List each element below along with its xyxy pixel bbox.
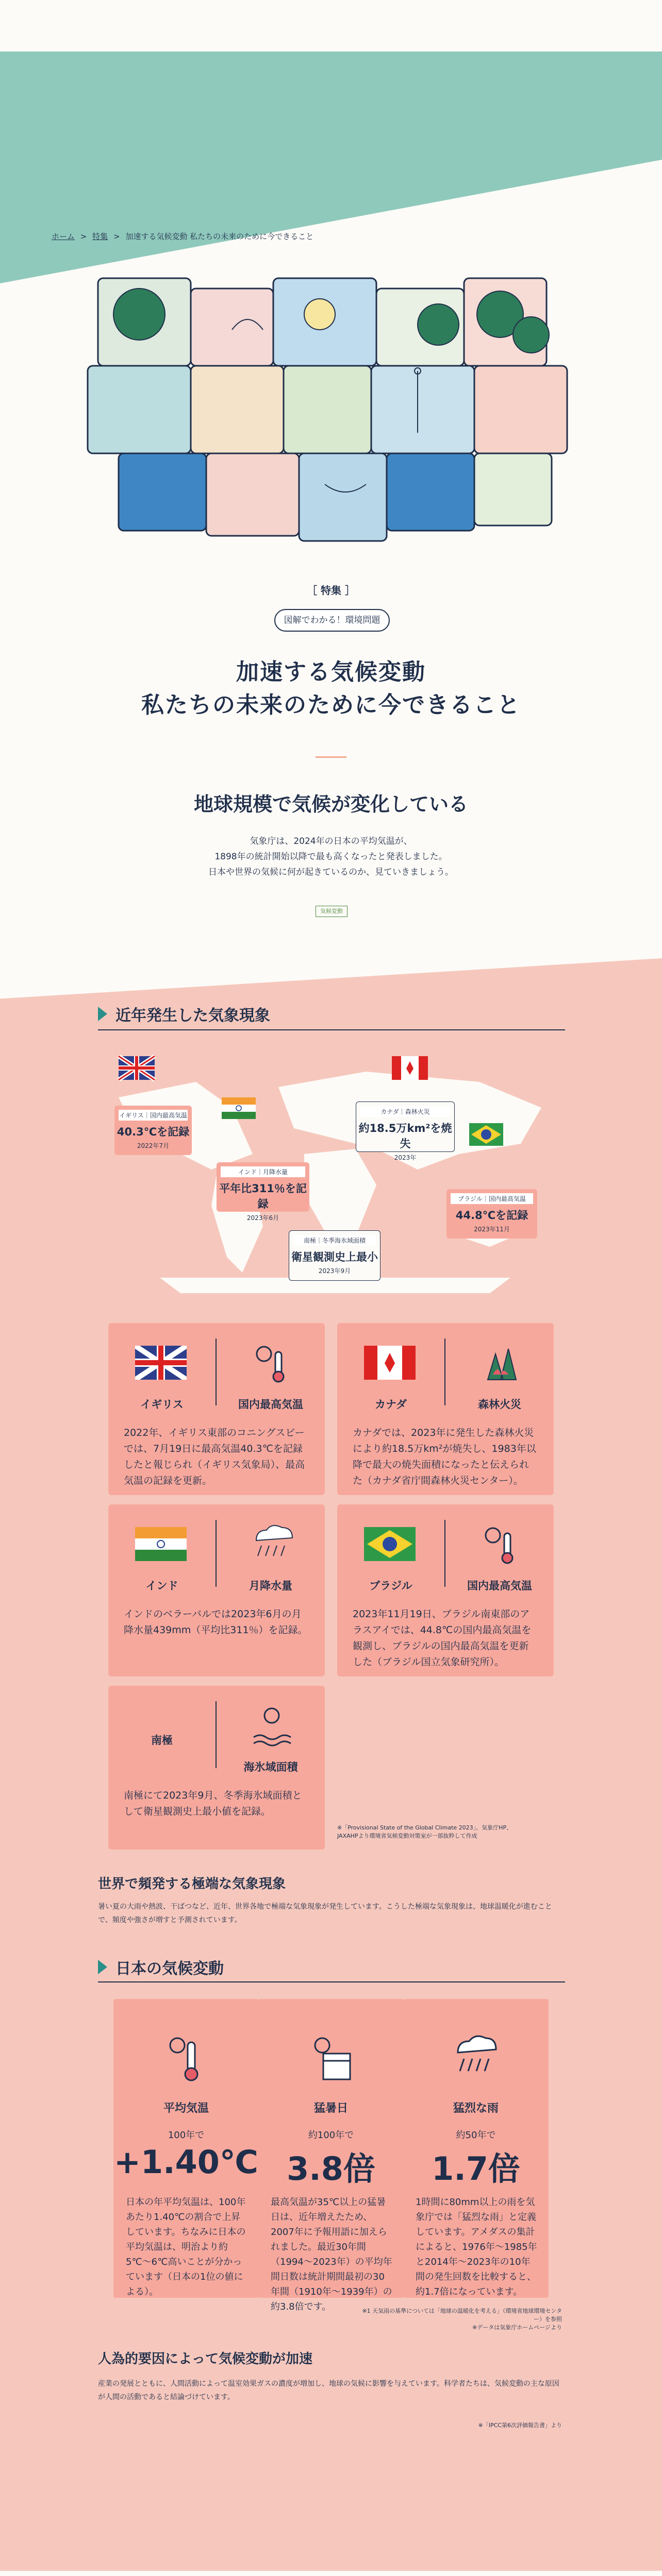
triangle-marker-icon — [98, 1007, 107, 1021]
card-text: 2022年、イギリス東部のコニングスビーでは、7月19日に最高気温40.3℃を記録したと報じられ（イギリス気象局）、最高気温の記録を更新。 — [124, 1427, 305, 1486]
intro-lead-2: 1898年の統計開始以降で最も高くなったと発表しました。 — [214, 852, 448, 862]
recent-heading-text: 近年発生した気象現象 — [115, 1007, 270, 1025]
card-country: イギリス — [140, 1398, 184, 1411]
map-label-india — [217, 1162, 309, 1222]
map-label-region: イギリス｜国内最高気温 — [119, 1110, 188, 1121]
breadcrumb — [52, 231, 317, 242]
breadcrumb-special[interactable]: 特集 — [92, 232, 108, 241]
page-title-line1: 加速する気候変動 — [236, 659, 426, 685]
stat-description: 日本の年平均気温は、100年あたり1.40℃の割合で上昇しています。ちなみに日本の平均気温は、明治より約5℃〜6℃高いことが分かっています（日本の1位の値による）。 — [126, 2197, 246, 2297]
stat-value: 1.7倍 — [432, 2150, 520, 2188]
map-label-region: カナダ｜森林火災 — [360, 1106, 450, 1117]
stat-period: 約100年で — [308, 2130, 354, 2141]
stat-value: +1.40℃ — [114, 2143, 258, 2181]
map-label-value: 平年比311％を記録 — [219, 1182, 307, 1210]
map-label-region: ブラジル｜国内最高気温 — [451, 1193, 533, 1204]
triangle-marker-icon — [98, 1960, 107, 1974]
card-country: カナダ — [375, 1398, 407, 1411]
thermometer-icon — [163, 2030, 209, 2087]
card-text: カナダでは、2023年に発生した森林火災により約18.5万km²が焼失し、1983年以降で最大の焼失面積になったと伝えられた（カナダ省庁間森林火災センター）。 — [353, 1427, 536, 1486]
category-pill: 図解でわかる！環境問題 — [274, 609, 390, 632]
event-card-brazil — [337, 1504, 554, 1676]
india-flag-icon — [222, 1097, 256, 1119]
card-text: インドのベラーバルでは2023年6月の月降水量439mm（平均比311％）を記録。 — [124, 1608, 308, 1636]
source-line: ※データは気象庁ホームページより — [472, 2324, 562, 2331]
breadcrumb-separator: > — [80, 232, 87, 241]
uk-flag-icon — [119, 1056, 155, 1080]
map-label-date: 2022年7月 — [137, 1142, 170, 1149]
divider — [444, 1520, 445, 1587]
divider — [216, 1338, 217, 1405]
heading-underline — [98, 1029, 565, 1030]
page-title-line2: 私たちの未来のために今できること — [141, 692, 521, 718]
stat-period: 100年で — [168, 2130, 205, 2141]
climate-tag-link[interactable]: 気候変動 — [316, 906, 347, 917]
stat-description: 1時間に80mm以上の雨を気象庁では「猛烈な雨」と定義しています。アメダスの集計によると、1976年〜1985年と2014年〜2023年の10年間の発生回数を比較すると、約1.7倍になっています。 — [416, 2197, 537, 2297]
divider-dash — [316, 756, 346, 758]
breadcrumb-separator: > — [113, 232, 120, 241]
canada-flag-icon — [392, 1056, 428, 1080]
map-label-value: 衛星観測史上最小 — [291, 1251, 378, 1263]
calendar-sun-icon — [308, 2030, 354, 2087]
human-text: 産業の発展とともに、人間活動によって温室効果ガスの濃度が増加し、地球の気候に影響を与えています。科学者たちは、気候変動の主な原因が人間の活動であると結論づけています。 — [98, 2380, 559, 2401]
intro-lead-3: 日本や世界の気候に何が起きているのか、見ていきましょう。 — [208, 867, 454, 877]
map-label-value: 40.3℃を記録 — [117, 1126, 190, 1138]
stat-label: 猛暑日 — [313, 2102, 348, 2115]
card-event: 森林火災 — [478, 1398, 521, 1411]
event-card-india — [108, 1504, 325, 1676]
map-label-region: 南極｜冬季海氷域面積 — [293, 1235, 376, 1246]
stat-label: 平均気温 — [163, 2102, 209, 2115]
intro-lead-1: 気象庁は、2024年の日本の平均気温が、 — [250, 836, 412, 846]
map-label-date: 2023年 — [394, 1154, 417, 1161]
puzzle-illustration — [77, 268, 583, 556]
map-label-brazil — [446, 1189, 537, 1239]
extreme-heading: 世界で頻発する極端な気象現象 — [98, 1876, 286, 1892]
japan-heading-text: 日本の気候変動 — [115, 1960, 224, 1978]
recent-heading — [98, 1003, 270, 1025]
source-line: ※1 天気雨の基準については「地球の温暖化を考える」（環境省地球環境センター）を参照 — [362, 2308, 562, 2323]
sea-ice-icon — [249, 1701, 295, 1748]
card-text: 2023年11月19日、ブラジル南東部のアラスアイでは、44.8℃の国内最高気温を観測し、ブラジルの国内最高気温を更新した（ブラジル国立気象研究所）。 — [353, 1608, 532, 1668]
event-card-canada — [337, 1323, 554, 1495]
divider — [216, 1701, 217, 1768]
brazil-flag-icon — [364, 1527, 416, 1561]
feature-tag: ［ 特集 ］ — [307, 584, 355, 597]
stat-value: 3.8倍 — [287, 2150, 375, 2188]
canada-flag-icon — [364, 1346, 416, 1380]
greenhouse-intro-section — [0, 2571, 662, 2576]
heading-underline — [98, 1981, 565, 1982]
event-card-uk — [108, 1323, 325, 1495]
event-card-antarctica — [108, 1686, 325, 1850]
divider — [444, 1338, 445, 1405]
card-event: 海氷域面積 — [243, 1761, 298, 1773]
map-label-date: 2023年6月 — [246, 1214, 279, 1222]
map-label-antarctica — [289, 1230, 380, 1281]
uk-flag-icon — [135, 1346, 187, 1380]
card-event: 国内最高気温 — [238, 1398, 303, 1411]
japan-source-note — [356, 2307, 562, 2332]
source-line: ※「Provisional State of the Global Climate 2023」、気象庁HP、 — [337, 1824, 512, 1831]
card-text: 南極にて2023年9月、冬季海氷域面積として衛星観測史上最小値を記録。 — [124, 1790, 302, 1817]
stat-description: 最高気温が35℃以上の猛暑日は、近年増えたため、2007年に予報用語に加えられました。最近30年間（1994〜2023年）の平均年間日数は統計期間最初の30年間（1910年〜1939年）の約3.8倍です。 — [271, 2197, 392, 2312]
card-country: ブラジル — [369, 1580, 412, 1592]
card-country: インド — [145, 1580, 178, 1592]
thermometer-sun-icon — [249, 1338, 295, 1385]
forest-fire-icon — [477, 1338, 524, 1385]
card-country: 南極 — [151, 1734, 173, 1747]
map-label-date: 2023年9月 — [318, 1267, 351, 1275]
heavy-rain-icon — [453, 2030, 499, 2087]
stat-label: 猛烈な雨 — [453, 2102, 499, 2115]
breadcrumb-current: 加速する気候変動 私たちの未来のために今できること — [125, 232, 314, 241]
japan-heading — [98, 1956, 224, 1978]
source-note — [337, 1824, 554, 1840]
thermometer-sun-icon — [477, 1520, 524, 1566]
stat-card-heavy-rain — [403, 1999, 549, 2298]
map-label-region: インド｜月降水量 — [221, 1166, 305, 1177]
brazil-flag-icon — [469, 1123, 503, 1146]
map-label-value: 約18.5万km²を焼失 — [358, 1122, 452, 1150]
map-label-canada — [356, 1101, 455, 1161]
stat-card-temperature — [113, 1999, 259, 2298]
divider — [216, 1520, 217, 1587]
heavy-rain-icon — [249, 1520, 295, 1566]
extreme-text: 暑い夏の大雨や熱波、干ばつなど、近年、世界各地で極端な気象現象が発生しています。こうした極端な気象現象は、地球温暖化が進むことで、頻度や強さが増すと予測されています。 — [98, 1903, 552, 1924]
map-label-value: 44.8℃を記録 — [455, 1209, 528, 1222]
source-line: JAXAHPより環境省気候変動対策室が一部抜粋して作成 — [337, 1833, 477, 1839]
breadcrumb-home[interactable]: ホーム — [52, 232, 75, 241]
map-label-uk — [114, 1106, 192, 1155]
card-event: 国内最高気温 — [467, 1580, 532, 1592]
card-event: 月降水量 — [249, 1580, 292, 1592]
intro-heading: 地球規模で気候が変化している — [193, 793, 468, 816]
map-label-date: 2023年11月 — [474, 1226, 510, 1233]
india-flag-icon — [135, 1527, 187, 1561]
stat-card-hot-days — [258, 1999, 404, 2312]
human-source: ※「IPCC第6次評価報告書」より — [478, 2422, 562, 2429]
hero-section — [0, 0, 662, 979]
human-heading: 人為的要因によって気候変動が加速 — [98, 2351, 313, 2367]
stat-period: 約50年で — [456, 2130, 496, 2141]
